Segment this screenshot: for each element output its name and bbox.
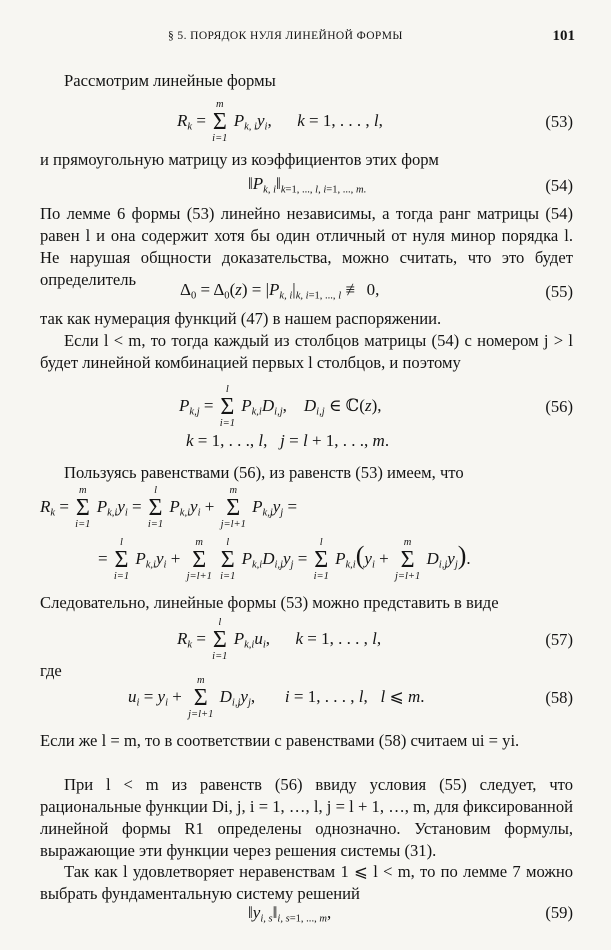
equation-54-formula: $‖P_{k, i}‖_{k=1, ..., l, i=1, ..., m.}$	[248, 174, 367, 196]
equation-56	[40, 385, 573, 455]
paragraph-1: Рассмотрим линейные формы	[64, 71, 276, 90]
paragraph-5: Если l < m, то тогда каждый из столбцов матрицы (54) с номером j > l будет линейной комбинацией первых l столбцов, и поэтому	[40, 331, 573, 372]
derivation-line-2: = l Σ i=1 $P_{k,i}y_i$ + m Σ j=l+1 l Σ i=1 $P_{k,i}D_{i,j}y_j$ = l Σ i=1 $P_{k,i}(y_i$ + m Σ j=l+1 $D_{i,j}y_j$).	[98, 537, 471, 582]
equation-54	[40, 172, 573, 202]
equation-number-56: (56)	[545, 397, 573, 416]
equation-number-54: (54)	[545, 176, 573, 195]
equation-56-formula-line-1: $P_{k,j}$ = l Σ i=1 $P_{k,i}D_{i,j}$, $D_{i,j}$ ∈ ℂ(z),	[179, 384, 382, 429]
sum-symbol: m Σ i=1	[212, 99, 228, 144]
page-number: 101	[552, 28, 575, 44]
paragraph-2: и прямоугольную матрицу из коэффициентов этих форм	[40, 150, 439, 169]
equation-55-formula: $\Delta_0 = \Delta_0(z) = |P_{k, i}|_{k, i=1, ..., l}$ ≢ 0,	[180, 280, 380, 302]
paragraph-11: Так как l удовлетворяет неравенствам 1 ⩽ l < m, то по лемме 7 можно выбрать фундаментальную систему решений	[40, 862, 573, 903]
sum-symbol: l Σ i=1	[220, 537, 236, 582]
paragraph-7: Следовательно, линейные формы (53) можно представить в виде	[40, 593, 499, 612]
equation-number-53: (53)	[545, 112, 573, 131]
equation-57	[40, 618, 573, 660]
equation-number-55: (55)	[545, 282, 573, 301]
paragraph-3: По лемме 6 формы (53) линейно независимы, а тогда ранг матрицы (54) равен l и она содержит хотя бы один отличный от нуля минор порядка l. Не нарушая общности доказательства, можно считать, что это будет определитель	[40, 204, 573, 289]
equation-derivation	[40, 486, 573, 586]
derivation-line-1: $R_k$ = m Σ i=1 $P_{k,i}y_i$ = l Σ i=1 $P_{k,i}y_i$ + m Σ j=l+1 $P_{k,j}y_j$ =	[40, 485, 298, 530]
sum-symbol: l Σ i=1	[212, 617, 228, 662]
equation-59	[40, 903, 573, 933]
paragraph-10: При l < m из равенств (56) ввиду условия (55) следует, что рациональные функции Di, j, i = 1, …, l, j = l + 1, …, m, для фиксированной линейной формы R1 определены однозначно. Установим формулы, выражающие эти функции через решения системы (31).	[40, 775, 573, 860]
equation-57-formula: $R_k$ = l Σ i=1 $P_{k,i}u_i$, k = 1, . . . , l,	[177, 617, 382, 662]
paragraph-4: так как нумерация функций (47) в нашем распоряжении.	[40, 309, 442, 328]
sum-symbol: l Σ i=1	[113, 537, 130, 582]
paragraph-9: Если же l = m, то в соответствии с равенствами (58) считаем ui = yi.	[40, 731, 520, 750]
equation-53	[40, 100, 573, 142]
equation-number-58: (58)	[545, 688, 573, 707]
sum-symbol: m Σ j=l+1	[188, 675, 214, 720]
paragraph-6: Пользуясь равенствами (56), из равенств (53) имеем, что	[64, 463, 464, 482]
sum-symbol: m Σ j=l+1	[220, 485, 246, 530]
sum-symbol: m Σ j=l+1	[186, 537, 212, 582]
equation-number-57: (57)	[545, 630, 573, 649]
equation-58	[40, 676, 573, 720]
paragraph-8: где	[40, 661, 62, 680]
equation-56-formula-line-2: k = 1, . . ., l, j = l + 1, . . ., m.	[186, 431, 390, 450]
sum-symbol: l Σ i=1	[313, 537, 329, 582]
sum-symbol: l Σ i=1	[147, 485, 164, 530]
sum-symbol: l Σ i=1	[219, 384, 235, 429]
page-header	[40, 30, 575, 50]
sum-symbol: m Σ j=l+1	[394, 537, 421, 582]
equation-59-formula: $‖y_{i, s}‖_{i, s=1, ..., m}$,	[248, 903, 332, 925]
equation-58-formula: $u_i = y_i$ + m Σ j=l+1 $D_{i,j}y_j$, i = 1, . . . , l, l ⩽ m.	[128, 675, 425, 720]
equation-53-formula: $R_k$ = m Σ i=1 $P_{k, i}y_i$, k = 1, . . . , l,	[177, 99, 383, 144]
equation-55	[40, 280, 573, 310]
running-head: § 5. ПОРЯДОК НУЛЯ ЛИНЕЙНОЙ ФОРМЫ	[168, 30, 403, 42]
equation-number-59: (59)	[545, 903, 573, 922]
sum-symbol: m Σ i=1	[75, 485, 91, 530]
